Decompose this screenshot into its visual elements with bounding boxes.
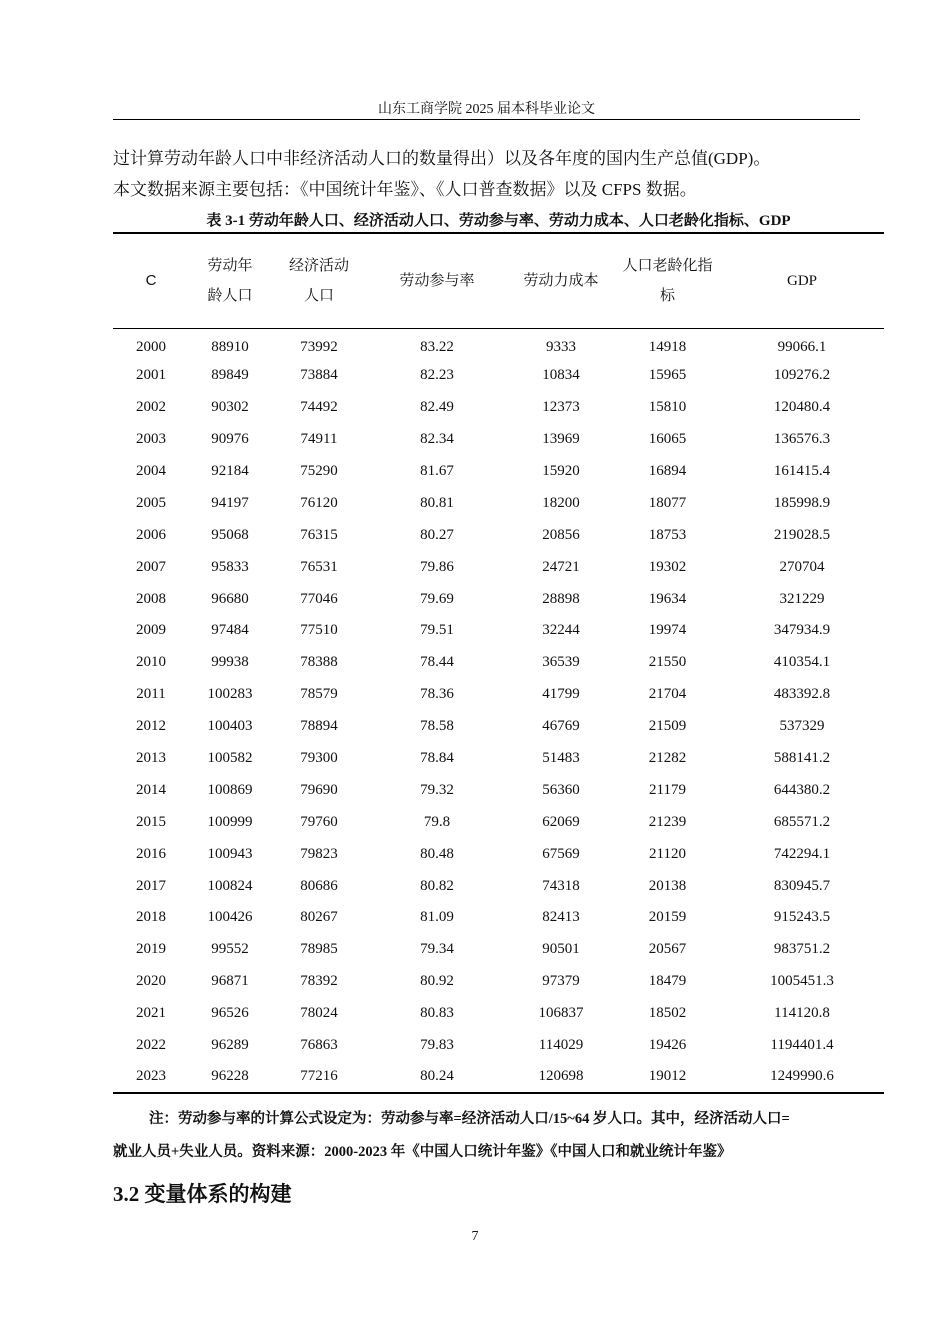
table-cell: 82.34 bbox=[420, 431, 454, 448]
table-cell: 78.36 bbox=[420, 686, 454, 703]
table-cell: 82.23 bbox=[420, 367, 454, 384]
table-cell: 2008 bbox=[136, 590, 166, 607]
table-cell: 21550 bbox=[648, 654, 687, 671]
table-cell: 96680 bbox=[211, 590, 249, 607]
table-cell: 79.51 bbox=[420, 622, 454, 639]
table-cell: 74318 bbox=[542, 877, 580, 894]
table-cell: 742294.1 bbox=[773, 845, 831, 862]
table-cell: 2019 bbox=[136, 941, 166, 958]
table-cell: 76863 bbox=[300, 1037, 338, 1054]
table-row bbox=[113, 998, 884, 1030]
table-cell: 79.34 bbox=[420, 941, 454, 958]
column-header-working-age-population bbox=[189, 233, 271, 328]
column-header-c bbox=[113, 233, 189, 328]
table-cell: 347934.9 bbox=[773, 622, 831, 639]
table-cell: 2000 bbox=[136, 338, 166, 355]
table-cell: 77510 bbox=[300, 622, 338, 639]
table-cell: 99066.1 bbox=[777, 338, 827, 355]
table-header bbox=[113, 233, 884, 328]
page-number: 7 bbox=[471, 1229, 479, 1244]
table-cell: 94197 bbox=[211, 494, 249, 511]
table-row bbox=[113, 743, 884, 775]
body-paragraph-line-1: 过计算劳动年龄人口中非经济活动人口的数量得出）以及各年度的国内生产总值(GDP)。 bbox=[113, 149, 771, 168]
table-cell: 21239 bbox=[648, 813, 687, 830]
table-cell: 74911 bbox=[300, 431, 338, 448]
table-cell: 79.83 bbox=[420, 1037, 454, 1054]
section-heading: 3.2 变量体系的构建 bbox=[113, 1182, 292, 1206]
table-cell: 2006 bbox=[136, 526, 166, 543]
table-cell: 685571.2 bbox=[773, 813, 831, 830]
table-cell: 56360 bbox=[542, 781, 580, 798]
table-cell: 120480.4 bbox=[773, 399, 831, 416]
table-cell: 14918 bbox=[648, 338, 687, 355]
table-cell: 78.58 bbox=[420, 718, 454, 735]
table-note-line-2: 就业人员+失业人员。资料来源：2000-2023 年《中国人口统计年鉴》《中国人口和就业统计年鉴》 bbox=[113, 1144, 732, 1160]
column-header-gdp bbox=[720, 233, 884, 328]
table-row bbox=[113, 328, 884, 360]
table-cell: 2013 bbox=[136, 750, 166, 767]
table-cell: 79.8 bbox=[423, 813, 451, 830]
table-cell: 80686 bbox=[300, 877, 338, 894]
table-caption: 表 3-1 劳动年龄人口、经济活动人口、劳动参与率、劳动力成本、人口老龄化指标、GDP bbox=[206, 213, 791, 229]
table-cell: 185998.9 bbox=[773, 494, 831, 511]
table-cell: 100824 bbox=[207, 877, 253, 894]
table-cell: 19012 bbox=[648, 1068, 687, 1085]
column-header-text: 劳动年 bbox=[207, 257, 253, 274]
table-cell: 96289 bbox=[211, 1037, 249, 1054]
table-cell: 79.69 bbox=[420, 590, 454, 607]
table-cell: 81.67 bbox=[420, 463, 454, 479]
table-cell: 92184 bbox=[211, 463, 249, 479]
table-cell: 78985 bbox=[300, 941, 338, 958]
table-cell: 20138 bbox=[648, 877, 687, 894]
table-cell: 2009 bbox=[136, 622, 166, 639]
table-cell: 18753 bbox=[648, 526, 687, 543]
column-header-text: 人口 bbox=[303, 287, 334, 304]
table-cell: 97379 bbox=[542, 973, 580, 990]
table-cell: 21282 bbox=[648, 750, 687, 767]
table-cell: 95068 bbox=[211, 526, 249, 543]
table-row bbox=[113, 647, 884, 679]
table-cell: 79.86 bbox=[420, 558, 454, 575]
table-cell: 2011 bbox=[136, 686, 166, 703]
table-cell: 80.48 bbox=[420, 845, 454, 862]
table-cell: 78388 bbox=[300, 654, 338, 671]
table-cell: 120698 bbox=[538, 1068, 584, 1085]
table-cell: 95833 bbox=[211, 558, 249, 575]
table-cell: 161415.4 bbox=[773, 463, 831, 479]
table-cell: 90976 bbox=[211, 431, 249, 448]
table-row bbox=[113, 487, 884, 519]
table-row bbox=[113, 1061, 884, 1093]
table-cell: 483392.8 bbox=[773, 686, 831, 703]
table-cell: 2022 bbox=[136, 1037, 166, 1054]
table-cell: 2018 bbox=[136, 909, 166, 926]
table-cell: 80.81 bbox=[420, 494, 454, 511]
table-cell: 18077 bbox=[648, 494, 687, 511]
table-cell: 1194401.4 bbox=[770, 1037, 834, 1054]
table-cell: 16894 bbox=[648, 463, 687, 479]
table-cell: 82.49 bbox=[420, 399, 454, 416]
table-cell: 36539 bbox=[542, 654, 580, 671]
table-row bbox=[113, 902, 884, 934]
table-cell: 588141.2 bbox=[773, 750, 831, 767]
table-cell: 28898 bbox=[542, 590, 580, 607]
table-cell: 2003 bbox=[136, 431, 166, 448]
table-cell: 537329 bbox=[779, 718, 825, 735]
table-cell: 99552 bbox=[211, 941, 249, 958]
column-header-labor-cost bbox=[507, 233, 615, 328]
table-cell: 13969 bbox=[542, 431, 580, 448]
table-cell: 109276.2 bbox=[773, 367, 831, 384]
table-cell: 21179 bbox=[649, 781, 686, 798]
table-cell: 77046 bbox=[300, 590, 338, 607]
header-divider bbox=[113, 119, 860, 120]
table-cell: 21120 bbox=[649, 845, 686, 862]
table-cell: 15920 bbox=[542, 463, 580, 479]
table-cell: 89849 bbox=[211, 367, 249, 384]
table-cell: 20567 bbox=[648, 941, 687, 958]
table-cell: 41799 bbox=[542, 686, 580, 703]
table-cell: 20159 bbox=[648, 909, 687, 926]
column-header-text: 劳动力成本 bbox=[523, 272, 599, 289]
table-cell: 24721 bbox=[542, 558, 580, 575]
table-cell: 96871 bbox=[211, 973, 249, 990]
table-cell: 78392 bbox=[300, 973, 338, 990]
table-cell: 321229 bbox=[779, 590, 825, 607]
table-cell: 77216 bbox=[300, 1068, 338, 1085]
table-cell: 100999 bbox=[207, 813, 253, 830]
table-cell: 2001 bbox=[136, 367, 166, 384]
table-cell: 90302 bbox=[211, 399, 249, 416]
table-cell: 76531 bbox=[300, 558, 338, 575]
table-cell: 1005451.3 bbox=[770, 973, 834, 990]
column-header-text: C bbox=[145, 271, 157, 289]
table-note-line-1: 注：劳动参与率的计算公式设定为：劳动参与率=经济活动人口/15~64 岁人口。其中，经济活动人口= bbox=[149, 1111, 790, 1127]
running-header: 山东工商学院 2025 届本科毕业论文 bbox=[378, 102, 595, 117]
table-cell: 410354.1 bbox=[773, 654, 831, 671]
table-cell: 80.83 bbox=[420, 1005, 454, 1022]
table-row bbox=[113, 934, 884, 966]
column-header-text: 人口老龄化指标 bbox=[622, 257, 713, 304]
table-cell: 2005 bbox=[136, 494, 166, 511]
table-cell: 644380.2 bbox=[773, 781, 831, 798]
data-table bbox=[113, 232, 884, 1094]
table-cell: 18200 bbox=[542, 494, 580, 511]
table-cell: 80.24 bbox=[420, 1068, 454, 1085]
table-row bbox=[113, 424, 884, 456]
table-cell: 2014 bbox=[136, 781, 166, 798]
column-header-text: 经济活动 bbox=[288, 257, 349, 274]
table-cell: 78.84 bbox=[420, 750, 454, 767]
table-cell: 2023 bbox=[136, 1068, 166, 1085]
table-cell: 915243.5 bbox=[773, 909, 831, 926]
table-cell: 90501 bbox=[542, 941, 580, 958]
table-row bbox=[113, 456, 884, 488]
table-cell: 15965 bbox=[648, 367, 687, 384]
body-paragraph-line-2: 本文数据来源主要包括：《中国统计年鉴》、《人口普查数据》以及 CFPS 数据。 bbox=[113, 180, 697, 199]
table-cell: 80267 bbox=[300, 909, 338, 926]
table-row bbox=[113, 838, 884, 870]
table-row bbox=[113, 615, 884, 647]
table-cell: 830945.7 bbox=[773, 877, 831, 894]
column-header-participation-rate bbox=[367, 233, 507, 328]
table-cell: 19634 bbox=[648, 590, 687, 607]
table-cell: 16065 bbox=[648, 431, 687, 448]
table-cell: 100426 bbox=[207, 909, 253, 926]
table-cell: 2004 bbox=[136, 463, 166, 479]
table-cell: 78894 bbox=[300, 718, 338, 735]
table-cell: 100582 bbox=[207, 750, 253, 767]
table-cell: 114029 bbox=[538, 1037, 584, 1054]
table-cell: 2020 bbox=[136, 973, 166, 990]
table-row bbox=[113, 679, 884, 711]
table-cell: 81.09 bbox=[420, 909, 454, 926]
table-cell: 114120.8 bbox=[774, 1005, 830, 1022]
table-cell: 2002 bbox=[136, 399, 166, 416]
table-cell: 99938 bbox=[211, 654, 249, 671]
table-cell: 100403 bbox=[207, 718, 253, 735]
table-cell: 67569 bbox=[542, 845, 580, 862]
column-header-text: GDP bbox=[786, 272, 817, 289]
table-row bbox=[113, 1030, 884, 1062]
table-cell: 73992 bbox=[300, 338, 338, 355]
table-cell: 270704 bbox=[779, 558, 825, 575]
table-cell: 79690 bbox=[300, 781, 338, 798]
table-cell: 78024 bbox=[300, 1005, 338, 1022]
table-cell: 18502 bbox=[648, 1005, 687, 1022]
table-cell: 80.27 bbox=[420, 526, 454, 543]
header-row bbox=[113, 233, 884, 328]
table-cell: 2015 bbox=[136, 813, 166, 830]
table-row bbox=[113, 711, 884, 743]
table-cell: 73884 bbox=[300, 367, 338, 384]
table-cell: 75290 bbox=[300, 463, 338, 479]
table-cell: 82413 bbox=[542, 909, 580, 926]
table-cell: 2007 bbox=[136, 558, 166, 575]
column-header-text: 龄人口 bbox=[207, 287, 253, 304]
table-cell: 80.92 bbox=[420, 973, 454, 990]
table-cell: 18479 bbox=[648, 973, 687, 990]
table-cell: 100869 bbox=[207, 781, 253, 798]
table-body bbox=[113, 328, 884, 1093]
table-row bbox=[113, 360, 884, 392]
table-cell: 46769 bbox=[542, 718, 580, 735]
column-header-text: 劳动参与率 bbox=[399, 272, 475, 289]
table-cell: 10834 bbox=[542, 367, 580, 384]
table-cell: 96526 bbox=[211, 1005, 249, 1022]
table-cell: 9333 bbox=[546, 338, 576, 355]
table-cell: 76120 bbox=[300, 494, 338, 511]
table-cell: 15810 bbox=[648, 399, 687, 416]
table-cell: 74492 bbox=[300, 399, 338, 416]
table-cell: 80.82 bbox=[420, 877, 454, 894]
table-row bbox=[113, 870, 884, 902]
table-cell: 78579 bbox=[300, 686, 338, 703]
table-cell: 100943 bbox=[207, 845, 253, 862]
table-cell: 79823 bbox=[300, 845, 338, 862]
table-cell: 2010 bbox=[136, 654, 166, 671]
column-header-economically-active-population bbox=[271, 233, 367, 328]
table-cell: 62069 bbox=[542, 813, 580, 830]
table-cell: 2012 bbox=[136, 718, 166, 735]
table-cell: 83.22 bbox=[420, 338, 454, 355]
table-cell: 78.44 bbox=[420, 654, 454, 671]
table-cell: 1249990.6 bbox=[770, 1068, 834, 1085]
table-cell: 983751.2 bbox=[773, 941, 831, 958]
table-cell: 2021 bbox=[136, 1005, 166, 1022]
table-cell: 97484 bbox=[211, 622, 249, 639]
table-cell: 96228 bbox=[211, 1068, 249, 1085]
table-cell: 2016 bbox=[136, 845, 166, 862]
table-row bbox=[113, 583, 884, 615]
table-cell: 19302 bbox=[648, 558, 687, 575]
column-header-aging-index bbox=[615, 233, 720, 328]
table-row bbox=[113, 392, 884, 424]
table-cell: 106837 bbox=[538, 1005, 584, 1022]
table-cell: 21509 bbox=[648, 718, 687, 735]
table-cell: 76315 bbox=[300, 526, 338, 543]
table-cell: 79300 bbox=[300, 750, 338, 767]
table-row bbox=[113, 966, 884, 998]
table-row bbox=[113, 806, 884, 838]
table-cell: 19974 bbox=[648, 622, 687, 639]
table-cell: 20856 bbox=[542, 526, 580, 543]
table-cell: 19426 bbox=[648, 1037, 687, 1054]
table-cell: 51483 bbox=[542, 750, 580, 767]
table-row bbox=[113, 519, 884, 551]
table-cell: 88910 bbox=[211, 338, 249, 355]
table-cell: 2017 bbox=[136, 877, 166, 894]
table-cell: 12373 bbox=[542, 399, 580, 416]
table-cell: 219028.5 bbox=[773, 526, 831, 543]
table-cell: 32244 bbox=[542, 622, 580, 639]
table-cell: 79760 bbox=[300, 813, 338, 830]
table-cell: 79.32 bbox=[420, 781, 454, 798]
table-cell: 100283 bbox=[207, 686, 253, 703]
table-cell: 21704 bbox=[648, 686, 687, 703]
table-row bbox=[113, 774, 884, 806]
table-cell: 136576.3 bbox=[773, 431, 831, 448]
table-row bbox=[113, 551, 884, 583]
